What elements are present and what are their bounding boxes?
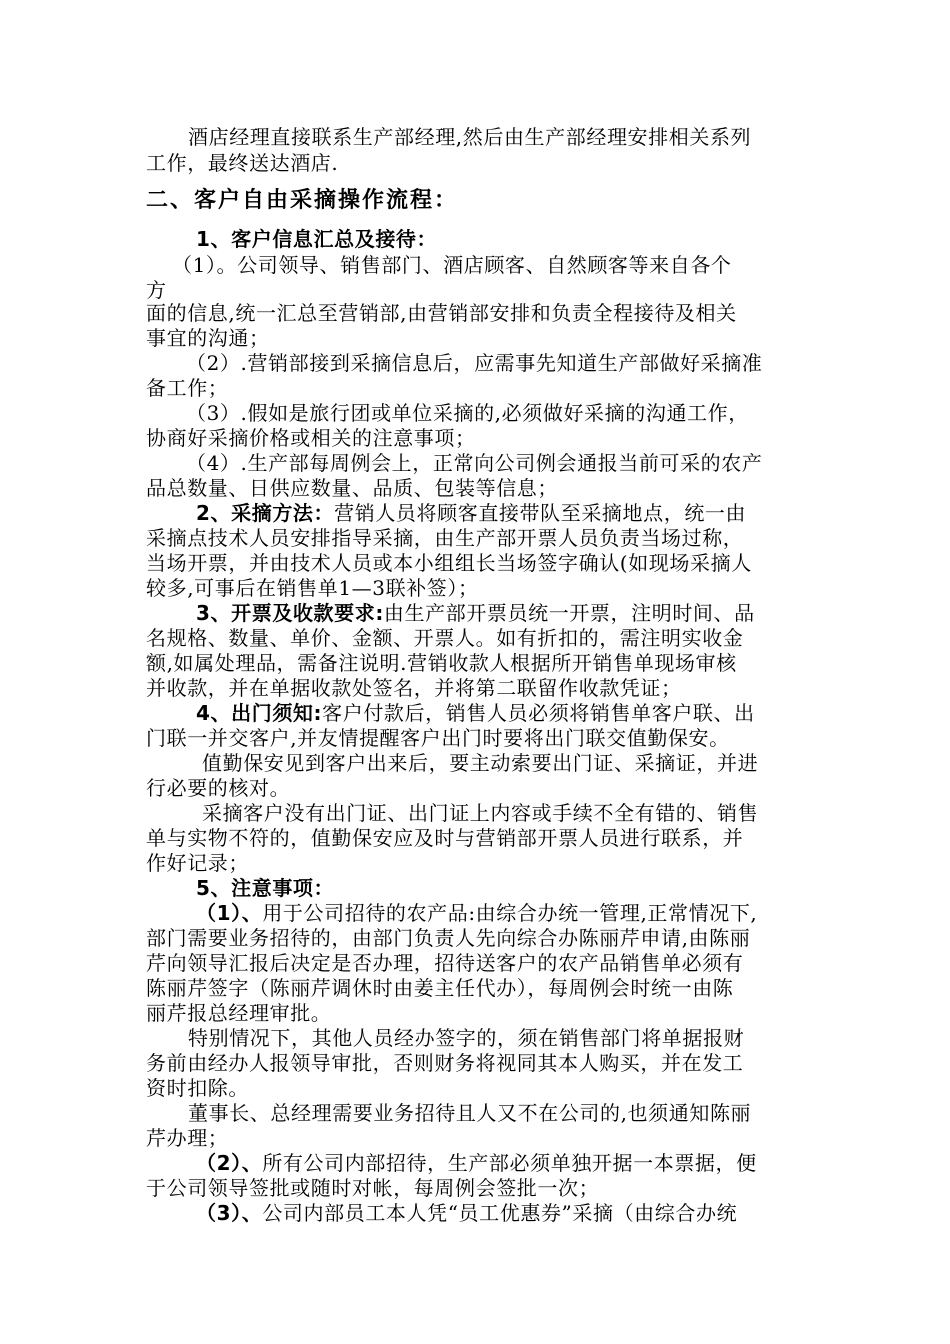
paragraph-line: 门联一并交客户,并友情提醒客户出门时要将出门联交值勤保安。 [146,726,730,750]
paragraph-line: 芹办理； [146,1126,229,1150]
inline-text: 用于公司招待的农产品:由综合办统一管理,正常情况下, [262,901,758,925]
paragraph-line: 工作，最终送达酒店. [146,151,339,175]
inline-heading: 4、出门须知: [196,701,323,725]
section-heading: 二、客户自由采摘操作流程： [146,188,459,213]
paragraph-line: （3）.假如是旅行团或单位采摘的,必须做好采摘的沟通工作， [186,401,749,425]
inline-text: 由生产部开票员统一开票，注明时间、品 [383,601,755,625]
paragraph-line: 当场开票，并由技术人员或本小组组长当场签字确认(如现场采摘人 [146,551,752,575]
paragraph-line: （4）.生产部每周例会上，正常向公司例会通报当前可采的农产 [186,451,763,475]
item-number: （1）、 [196,901,263,925]
item-number: （2）、 [196,1151,263,1175]
paragraph-line: 行必要的核对。 [146,776,291,800]
paragraph-line: 芹向领导汇报后决定是否办理，招待送客户的农产品销售单必须有 [146,951,744,975]
paragraph-line: 采摘客户没有出门证、出门证上内容或手续不全有错的、销售 [202,801,759,825]
paragraph-line: 事宜的沟通； [146,326,270,350]
paragraph-line: 采摘点技术人员安排指导采摘，由生产部开票人员负责当场过称， [146,526,744,550]
paragraph-line: 额,如属处理品，需备注说明.营销收款人根据所开销售单现场审核 [146,651,737,675]
paragraph-line [196,1150,896,1176]
item-number: （3）、 [196,1201,263,1225]
inline-text: 营销人员将顾客直接带队至采摘地点，统一由 [334,501,747,525]
paragraph-line: （1）。公司领导、销售部门、酒店顾客、自然顾客等来自各个 [172,253,732,277]
paragraph-line: 较多,可事后在销售单1—3联补签）； [146,576,479,600]
paragraph-line: 资时扣除。 [146,1076,249,1100]
paragraph-line: 面的信息,统一汇总至营销部,由营销部安排和负责全程接待及相关 [146,301,737,325]
paragraph-line: 单与实物不符的，值勤保安应及时与营销部开票人员进行联系，并 [146,826,744,850]
subsection-heading: 1、客户信息汇总及接待： [196,227,438,251]
paragraph-line: 陈丽芹签字（陈丽芹调休时由姜主任代办），每周例会时统一由陈 [146,976,734,1000]
paragraph-line [196,900,896,926]
paragraph-line: 于公司领导签批或随时对帐，每周例会签批一次； [146,1176,600,1200]
inline-text: 客户付款后，销售人员必须将销售单客户联、出 [322,701,755,725]
paragraph-line: 酒店经理直接联系生产部经理,然后由生产部经理安排相关系列 [188,125,752,149]
paragraph-line: 特别情况下，其他人员经办签字的，须在销售部门将单据报财 [188,1026,745,1050]
paragraph-line [196,700,896,726]
paragraph-line: 作好记录； [146,851,249,875]
paragraph-line [196,1200,896,1226]
paragraph-line: 备工作； [146,376,229,400]
paragraph-line: 部门需要业务招待的，由部门负责人先向综合办陈丽芹申请,由陈丽 [146,926,751,950]
paragraph-line: （2）.营销部接到采摘信息后，应需事先知道生产部做好采摘准 [186,351,763,375]
paragraph-line: 并收款，并在单据收款处签名，并将第二联留作收款凭证； [146,676,682,700]
paragraph-line: 名规格、数量、单价、金额、开票人。如有折扣的，需注明实收金 [146,626,744,650]
paragraph-line [196,500,896,526]
inline-heading: 2、采摘方法： [196,501,335,525]
inline-heading: 3、开票及收款要求: [196,601,384,625]
paragraph-line [196,600,896,626]
paragraph-line: 值勤保安见到客户出来后，要主动索要出门证、采摘证，并进 [202,751,759,775]
paragraph-line: 协商好采摘价格或相关的注意事项； [146,426,476,450]
paragraph-line: 方 [146,278,167,302]
inline-text: 公司内部员工本人凭“员工优惠券”采摘（由综合办统 [262,1201,738,1225]
paragraph-line: 董事长、总经理需要业务招待且人又不在公司的,也须通知陈丽 [188,1101,752,1125]
paragraph-line: 品总数量、日供应数量、品质、包装等信息； [146,476,558,500]
inline-text: 所有公司内部招待，生产部必须单独开据一本票据，便 [262,1151,757,1175]
subsection-heading: 5、注意事项： [196,876,335,900]
paragraph-line: 丽芹报总经理审批。 [146,1001,332,1025]
paragraph-line: 务前由经办人报领导审批，否则财务将视同其本人购买，并在发工 [146,1051,744,1075]
